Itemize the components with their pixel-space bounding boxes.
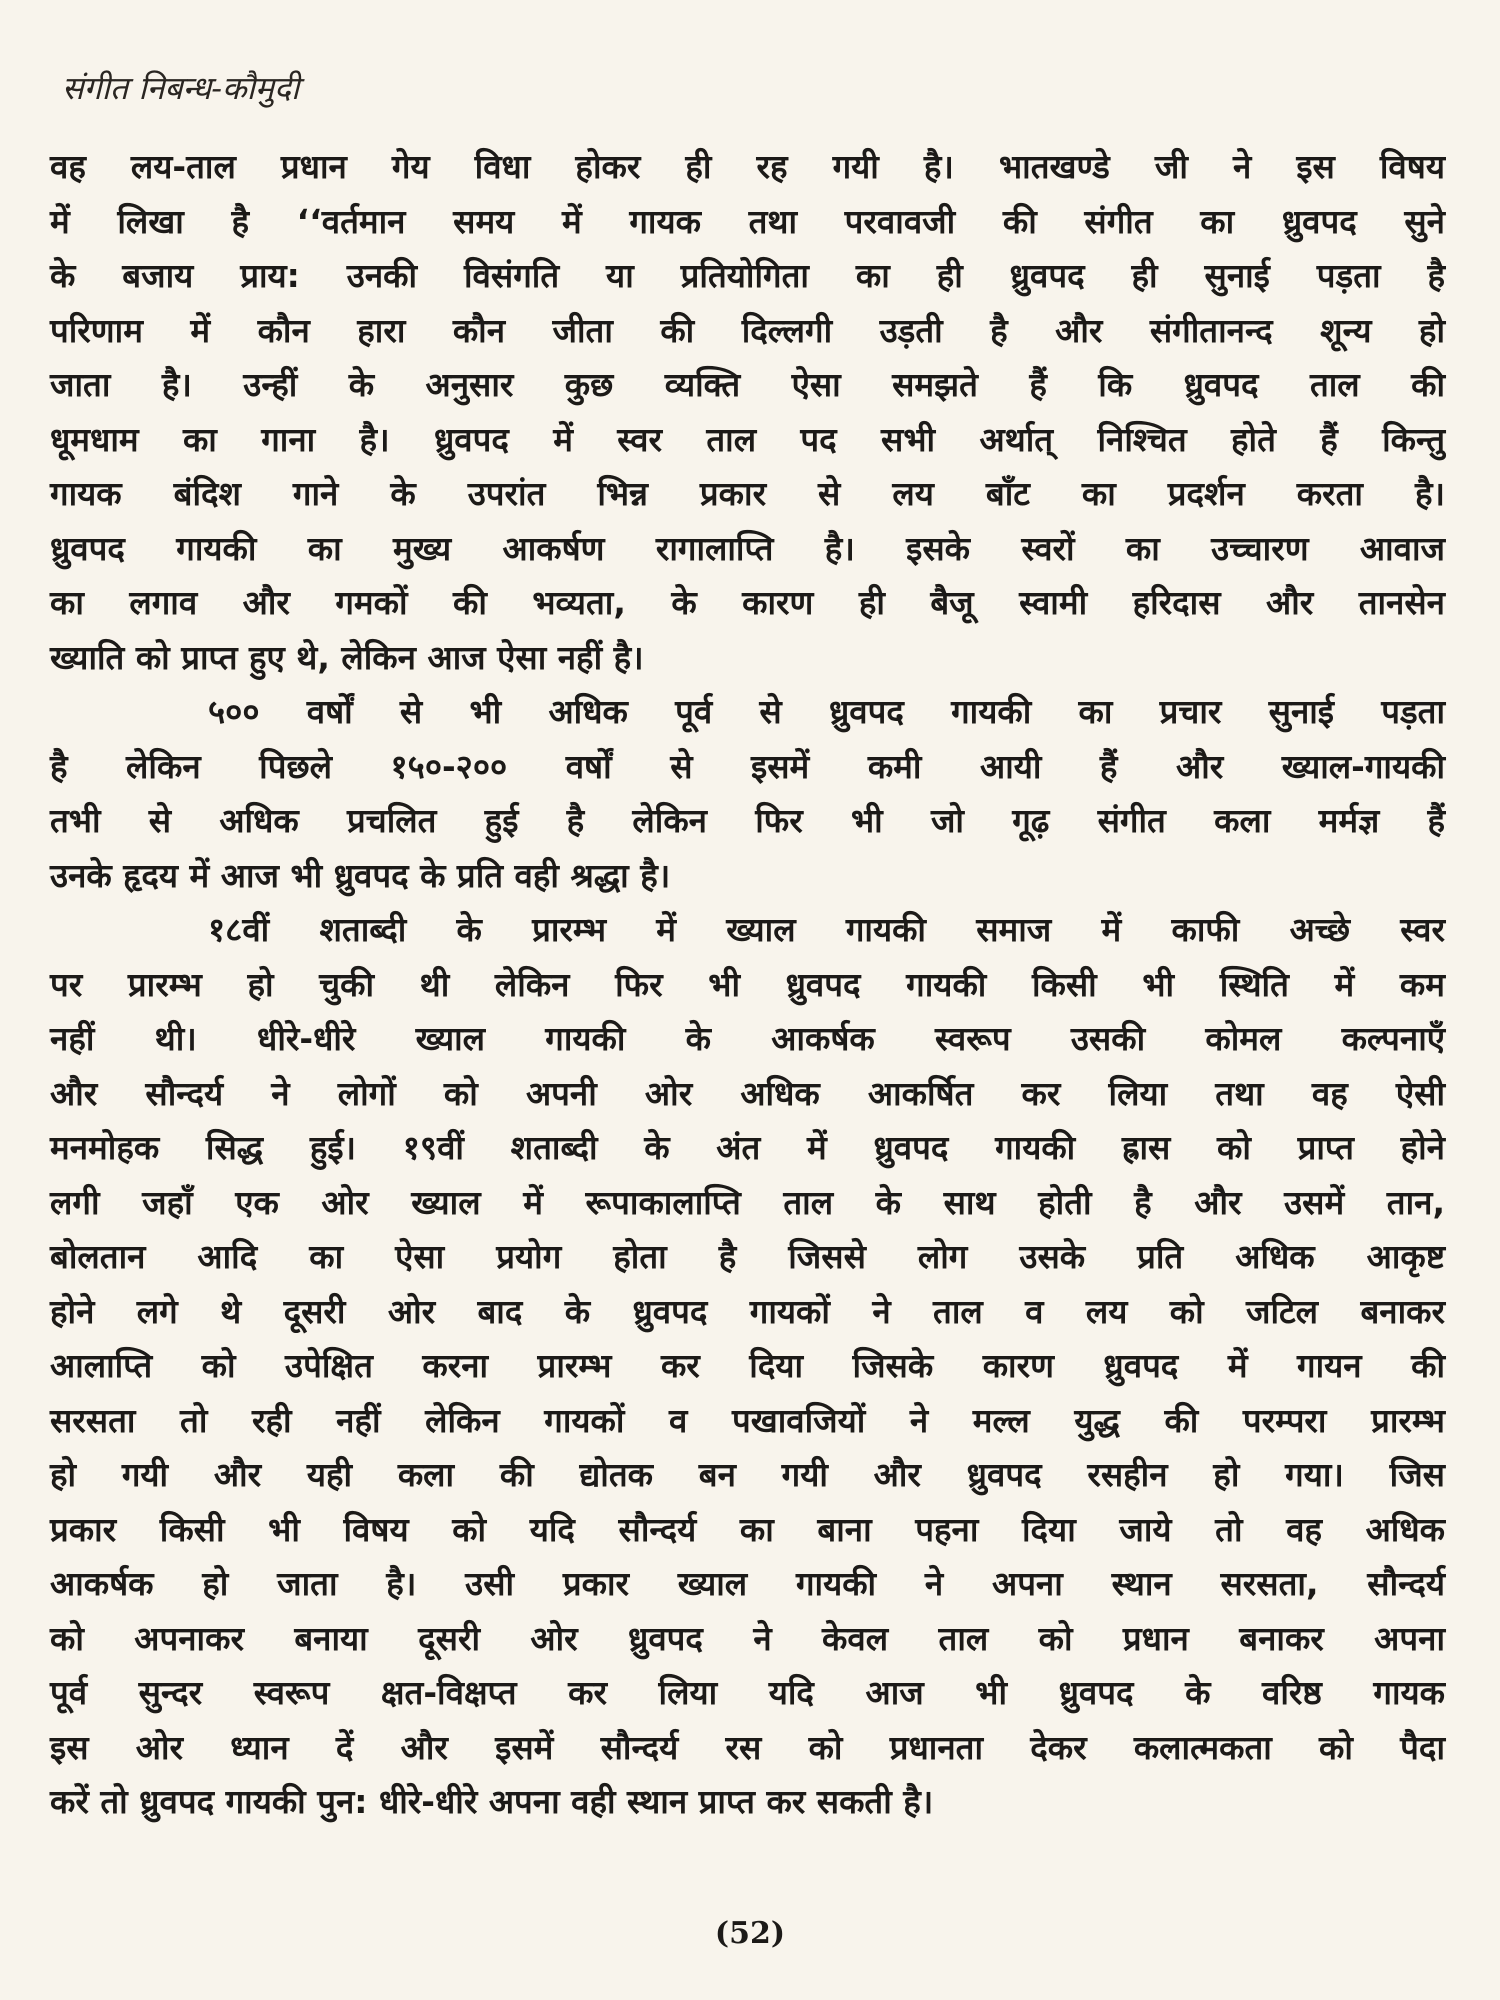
text-line: आलाप्ति को उपेक्षित करना प्रारम्भ कर दिया जिसके कारण ध्रुवपद में गायन की: [50, 1346, 1445, 1385]
text-line: होने लगे थे दूसरी ओर बाद के ध्रुवपद गायकों ने ताल व लय को जटिल बनाकर: [50, 1291, 1445, 1331]
text-line: बोलतान आदि का ऐसा प्रयोग होता है जिससे लोग उसके प्रति अधिक आकृष्ट: [50, 1237, 1445, 1276]
text-line: पर प्रारम्भ हो चुकी थी लेकिन फिर भी ध्रुवपद गायकी किसी भी स्थिति में कम: [50, 964, 1445, 1004]
running-header: संगीत निबन्ध-कौमुदी: [62, 69, 300, 107]
text-line: तभी से अधिक प्रचलित हुई है लेकिन फिर भी जो गूढ़ संगीत कला मर्मज्ञ हैं: [50, 801, 1445, 840]
text-line: करें तो ध्रुवपद गायकी पुन: धीरे-धीरे अपना वही स्थान प्राप्त कर सकती है।: [50, 1782, 934, 1821]
text-line: ख्याति को प्राप्त हुए थे, लेकिन आज ऐसा नहीं है।: [50, 637, 644, 677]
text-line: इस ओर ध्यान दें और इसमें सौन्दर्य रस को प्रधानता देकर कलात्मकता को पैदा: [50, 1727, 1445, 1767]
text-line: वह लय-ताल प्रधान गेय विधा होकर ही रह गयी है। भातखण्डे जी ने इस विषय: [50, 147, 1445, 186]
text-line: सरसता तो रही नहीं लेकिन गायकों व पखावजियों ने मल्ल युद्ध की परम्परा प्रारम्भ: [50, 1400, 1445, 1440]
text-line: १८वीं शताब्दी के प्रारम्भ में ख्याल गायकी समाज में काफी अच्छे स्वर: [208, 910, 1445, 949]
text-line: मनमोहक सिद्ध हुई। १९वीं शताब्दी के अंत में ध्रुवपद गायकी ह्रास को प्राप्त होने: [50, 1128, 1445, 1167]
text-line: ५०० वर्षों से भी अधिक पूर्व से ध्रुवपद गायकी का प्रचार सुनाई पड़ता: [208, 692, 1445, 731]
text-line: को अपनाकर बनाया दूसरी ओर ध्रुवपद ने केवल ताल को प्रधान बनाकर अपना: [50, 1618, 1445, 1658]
text-line: लगी जहाँ एक ओर ख्याल में रूपाकालाप्ति ताल के साथ होती है और उसमें तान,: [50, 1182, 1445, 1222]
text-line: नहीं थी। धीरे-धीरे ख्याल गायकी के आकर्षक स्वरूप उसकी कोमल कल्पनाएँ: [50, 1019, 1445, 1058]
text-line: आकर्षक हो जाता है। उसी प्रकार ख्याल गायकी ने अपना स्थान सरसता, सौन्दर्य: [50, 1564, 1445, 1603]
paragraph-3: [50, 903, 1445, 1830]
text-line: का लगाव और गमकों की भव्यता, के कारण ही बैजू स्वामी हरिदास और तानसेन: [50, 583, 1445, 622]
paragraph-2: [50, 685, 1445, 903]
text-line: ध्रुवपद गायकी का मुख्य आकर्षण रागालाप्ति है। इसके स्वरों का उच्चारण आवाज: [50, 528, 1445, 568]
body-text: [50, 140, 1445, 1830]
text-line: के बजाय प्राय: उनकी विसंगति या प्रतियोगिता का ही ध्रुवपद ही सुनाई पड़ता है: [50, 256, 1445, 295]
text-line: धूमधाम का गाना है। ध्रुवपद में स्वर ताल पद सभी अर्थात् निश्चित होते हैं किन्तु: [50, 419, 1445, 459]
text-line: पूर्व सुन्दर स्वरूप क्षत-विक्षप्त कर लिया यदि आज भी ध्रुवपद के वरिष्ठ गायक: [50, 1673, 1445, 1712]
page-number: (52): [714, 1916, 786, 1951]
text-line: और सौन्दर्य ने लोगों को अपनी ओर अधिक आकर्षित कर लिया तथा वह ऐसी: [50, 1073, 1445, 1113]
text-line: गायक बंदिश गाने के उपरांत भिन्न प्रकार से लय बाँट का प्रदर्शन करता है।: [50, 474, 1445, 513]
text-line: प्रकार किसी भी विषय को यदि सौन्दर्य का बाना पहना दिया जाये तो वह अधिक: [50, 1509, 1445, 1549]
text-line: परिणाम में कौन हारा कौन जीता की दिल्लगी उड़ती है और संगीतानन्द शून्य हो: [50, 310, 1445, 350]
paragraph-1: [50, 140, 1445, 685]
text-line: जाता है। उन्हीं के अनुसार कुछ व्यक्ति ऐसा समझते हैं कि ध्रुवपद ताल की: [50, 365, 1445, 404]
text-line: में लिखा है ‘‘वर्तमान समय में गायक तथा परवावजी की संगीत का ध्रुवपद सुने: [50, 201, 1445, 241]
text-line: हो गयी और यही कला की द्योतक बन गयी और ध्रुवपद रसहीन हो गया। जिस: [50, 1455, 1445, 1494]
text-line: उनके हृदय में आज भी ध्रुवपद के प्रति वही श्रद्धा है।: [50, 855, 671, 895]
text-line: है लेकिन पिछले १५०-२०० वर्षों से इसमें कमी आयी हैं और ख्याल-गायकी: [50, 746, 1445, 786]
